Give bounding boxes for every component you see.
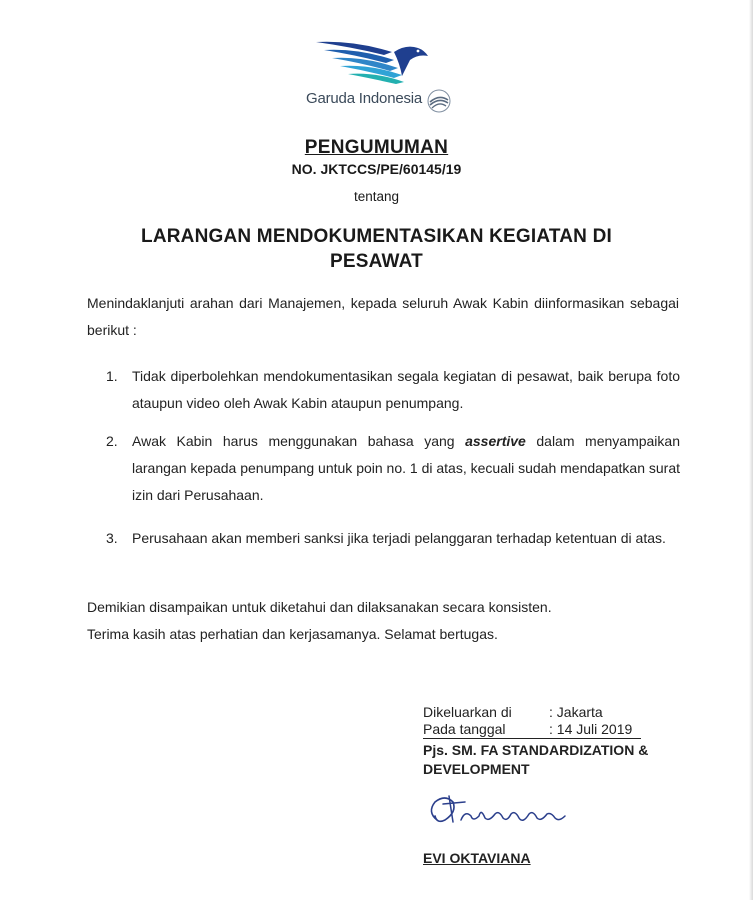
garuda-bird-icon [314, 38, 434, 86]
subject-line-2: PESAWAT [330, 251, 423, 272]
position-line-2: DEVELOPMENT [423, 761, 530, 777]
position-line-1: Pjs. SM. FA STANDARDIZATION & [423, 742, 649, 758]
document-title: PENGUMUMAN [304, 137, 449, 158]
intro-paragraph: Menindaklanjuti arahan dari Manajemen, kepada seluruh Awak Kabin diinformasikan sebagai berikut : [87, 295, 679, 338]
skyteam-emblem-icon [424, 86, 454, 116]
signer-name: EVI OKTAVIANA [423, 850, 531, 866]
document-subject [120, 224, 633, 274]
list-item-text [132, 428, 680, 509]
emphasis-assertive: assertive [465, 433, 526, 449]
date-label: Pada tanggal [423, 721, 506, 737]
list-item-text: Perusahaan akan memberi sanksi jika terjadi pelanggaran terhadap ketentuan di atas. [132, 530, 666, 546]
list-item [106, 428, 680, 509]
issued-at-row [423, 704, 723, 721]
list-item-number: 2. [106, 433, 118, 449]
list-item-number: 3. [106, 530, 118, 546]
garuda-indonesia-logo [300, 38, 470, 120]
list-item [106, 363, 680, 417]
issued-at-value: : Jakarta [549, 704, 603, 720]
list-item-number: 1. [106, 368, 118, 384]
date-value: : 14 Juli 2019 [549, 721, 633, 737]
page-edge-shadow [749, 0, 753, 900]
closing-line-2: Terima kasih atas perhatian dan kerjasamanya. Selamat bertugas. [87, 626, 498, 642]
handwritten-signature [423, 790, 573, 840]
list-item-text-start: Awak Kabin harus menggunakan bahasa yang [132, 433, 466, 449]
closing-line-1: Demikian disampaikan untuk diketahui dan dilaksanakan secara konsisten. [87, 599, 552, 615]
closing-paragraph [87, 594, 687, 648]
issued-at-label: Dikeluarkan di [423, 704, 512, 720]
about-label: tentang [353, 189, 400, 204]
date-row [423, 721, 641, 739]
subject-line-1: LARANGAN MENDOKUMENTASIKAN KEGIATAN DI [141, 226, 612, 247]
list-item-text: Tidak diperbolehkan mendokumentasikan segala kegiatan di pesawat, baik berupa foto ataupun video oleh Awak Kabin ataupun penumpang. [132, 368, 680, 411]
signature-block [423, 704, 723, 866]
brand-name: Garuda Indonesia [306, 90, 423, 107]
signer-position [423, 741, 723, 779]
document-number: NO. JKTCCS/PE/60145/19 [291, 161, 462, 177]
list-item [106, 525, 680, 552]
list-item-text-end: dalam menyampaikan larangan kepada penumpang untuk poin no. 1 di atas, kecuali sudah mendapatkan surat izin dari Perusahaan. [132, 433, 680, 503]
